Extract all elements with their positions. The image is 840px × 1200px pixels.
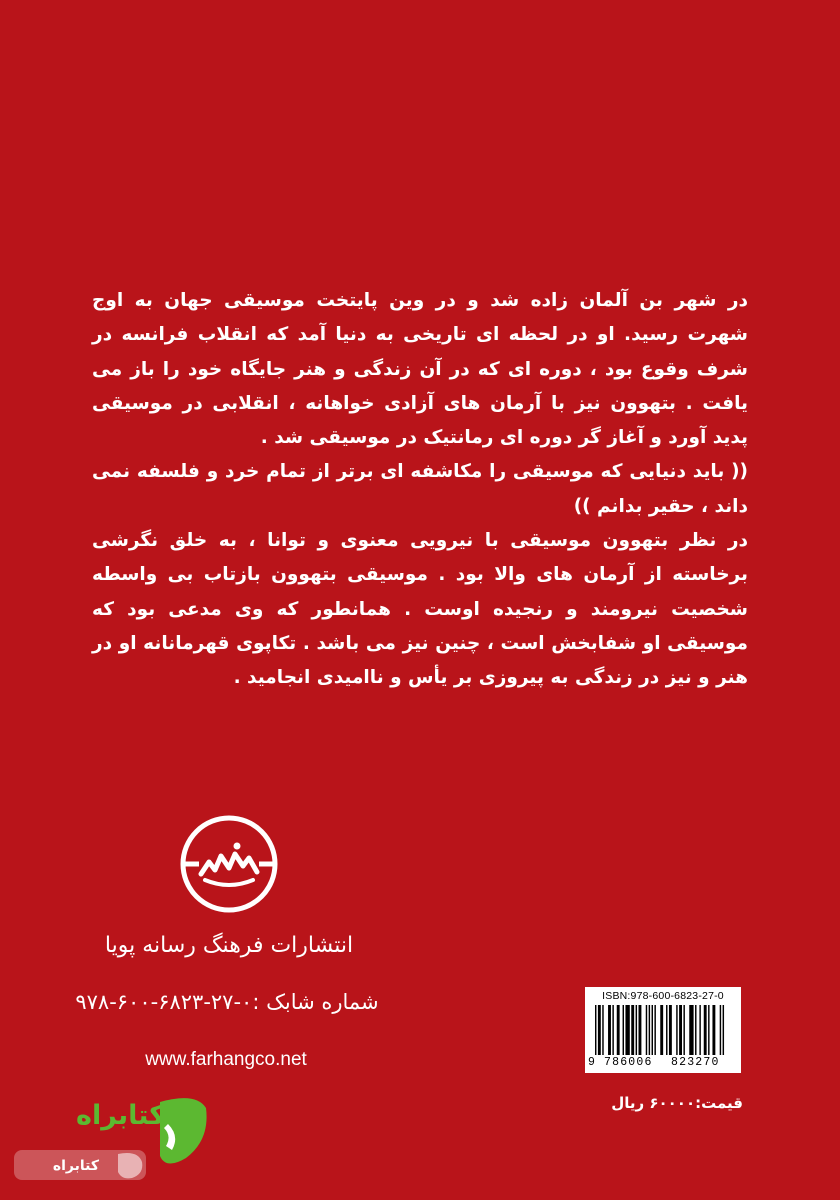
back-cover-description <box>92 284 748 696</box>
isbn-barcode <box>585 987 741 1073</box>
barcode-lead-digit: 9 <box>588 1056 595 1069</box>
isbn-label: ISBN:978-600-6823-27-0 <box>602 990 724 1002</box>
farhang-logo-icon <box>175 810 283 918</box>
publisher-website: www.farhangco.net <box>145 1049 307 1070</box>
price-label: قیمت:۶۰۰۰۰ ریال <box>611 1094 743 1112</box>
description-paragraph: در نظر بتهوون موسیقی با نیرویی معنوی و توانا ، به خلق نگرشی برخاسته از آرمان های والا بود . موسیقی بتهوون بازتاب بی واسطه شخصیت نیرومند و رنجیده اوست . همانطور که وی مدعی بود که موسیقی او شفابخش است ، چنین نیز می باشد . تکاپوی قهرمانانه او در هنر و نیز در زندگی به پیروزی بر یأس و ناامیدی انجامید . <box>92 530 748 689</box>
ketabrah-watermark <box>10 1080 215 1188</box>
barcode-bars <box>595 1005 731 1055</box>
ketabrah-label: کتابراه <box>76 1100 165 1131</box>
isbn-shabak: شماره شابک :۰-۲۷-۶۸۲۳-۶۰۰-۹۷۸ <box>75 990 379 1014</box>
ketabrah-leaf-icon <box>10 1080 215 1188</box>
description-paragraph: در شهر بن آلمان زاده شد و در وین پایتخت موسیقی جهان به اوج شهرت رسید. او در لحظه ای تاریخی به دنیا آمد که انقلاب فرانسه در شرف وقوع بود ، دوره ای که در آن زندگی و هنر جایگاه خود را باز می یافت . بتهوون نیز با آرمان های آزادی خواهانه ، انقلابی در موسیقی پدید آورد و آغاز گر دوره ای رمانتیک در موسیقی شد . <box>92 290 748 449</box>
barcode-digit-group-1: 786006 <box>604 1056 653 1069</box>
beethoven-quote: (( باید دنیایی که موسیقی را مکاشفه ای برتر از تمام خرد و فلسفه نمی داند ، حقیر بدانم )) <box>92 461 748 517</box>
barcode-digit-group-2: 823270 <box>671 1056 720 1069</box>
ketabrah-label-small: کتابراه <box>52 1158 99 1174</box>
publisher-name: انتشارات فرهنگ رسانه پویا <box>104 933 354 958</box>
